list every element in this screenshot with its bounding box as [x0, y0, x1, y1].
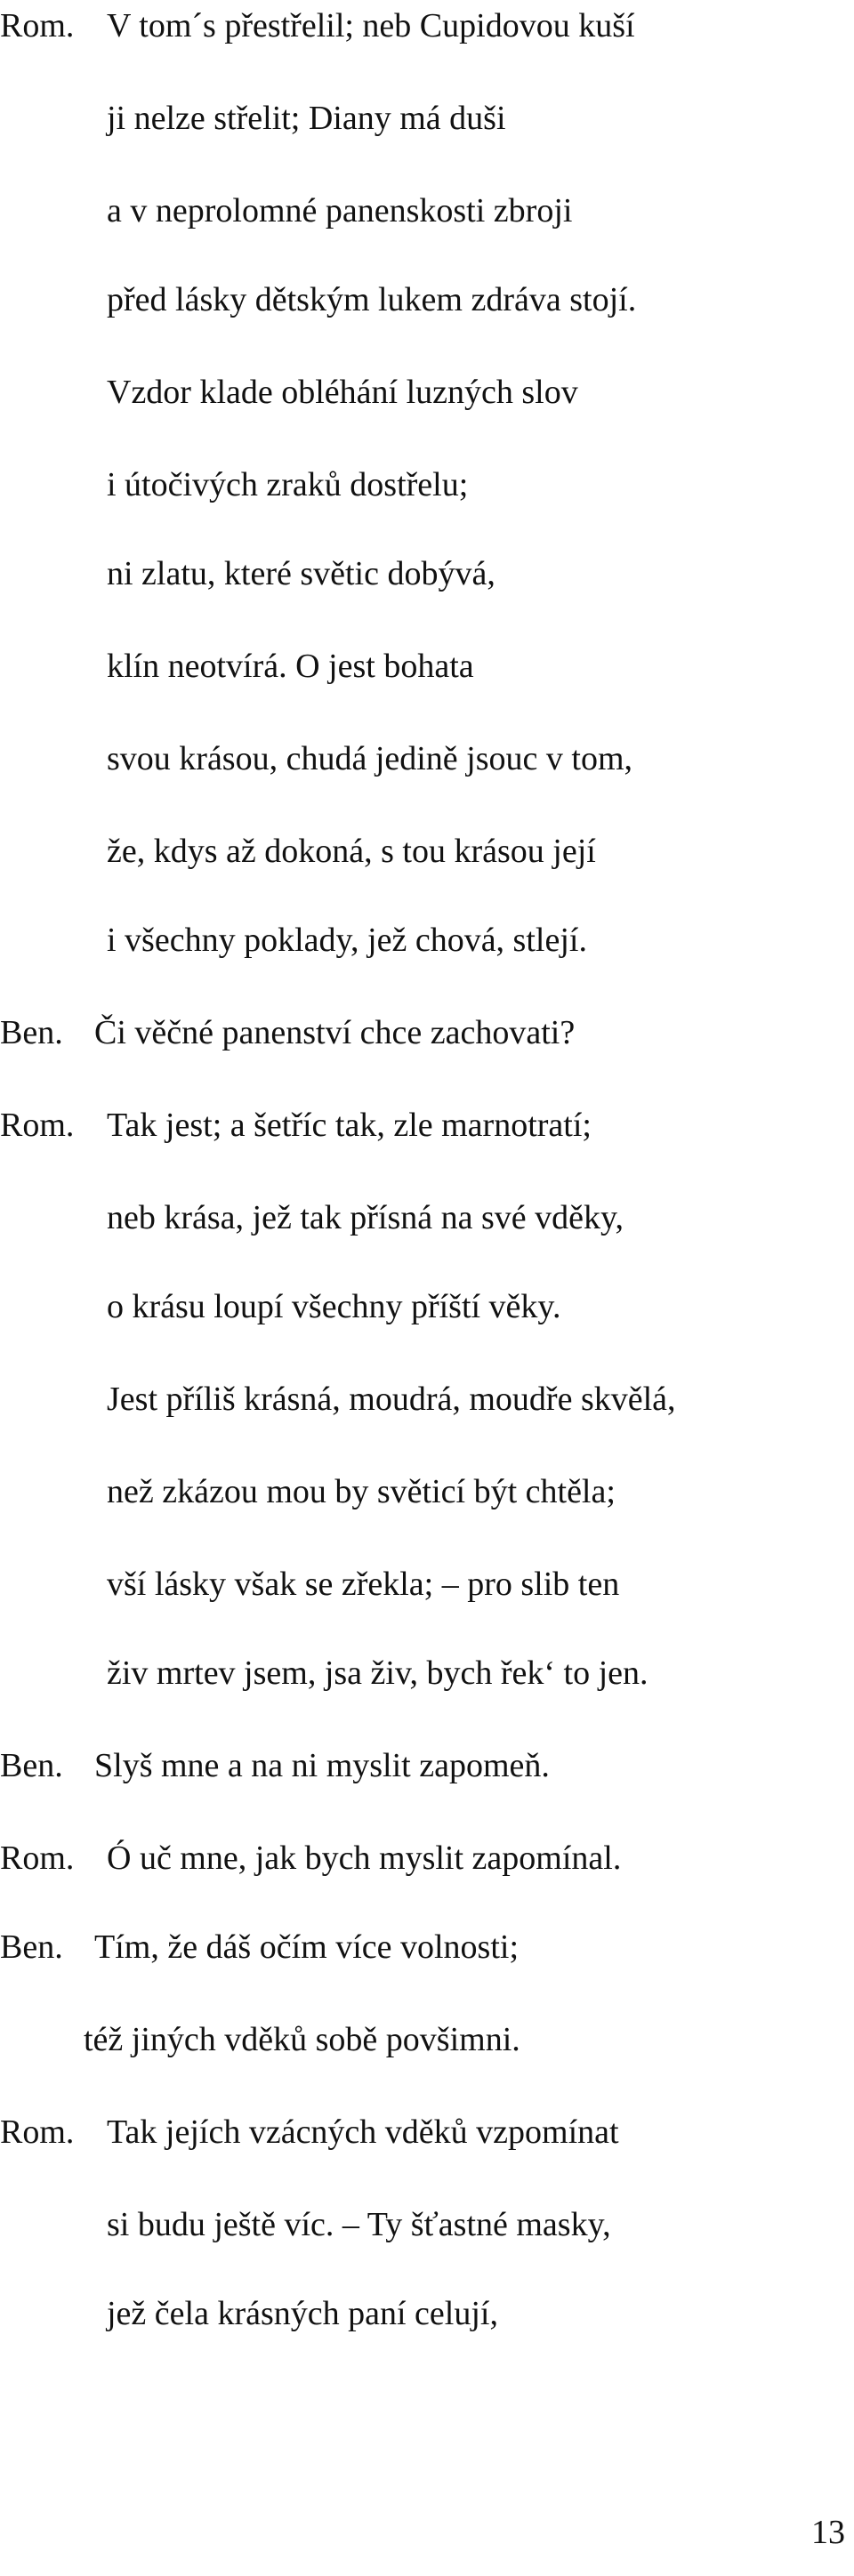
- verse-text: svou krásou, chudá jedině jsouc v tom,: [107, 740, 633, 777]
- verse-text: i všechny poklady, jež chová, stlejí.: [107, 922, 587, 959]
- verse-text: před lásky dětským lukem zdráva stojí.: [107, 281, 637, 318]
- verse-line: [0, 829, 854, 873]
- verse-line: [0, 1925, 854, 1969]
- speaker-label: Ben.: [0, 1928, 63, 1966]
- verse-text: živ mrtev jsem, jsa živ, bych řek‘ to jen.: [107, 1654, 649, 1692]
- verse-text: Tím, že dáš očím více volnosti;: [94, 1928, 520, 1966]
- verse-line: [0, 1195, 854, 1240]
- verse-text: jež čela krásných paní celují,: [107, 2295, 498, 2332]
- verse-line: [0, 2202, 854, 2247]
- verse-text: a v neprolomné panenskosti zbroji: [107, 192, 573, 229]
- verse-text: V tom´s přestřelil; neb Cupidovou kuší: [107, 7, 635, 44]
- verse-line: [0, 1836, 854, 1880]
- verse-line: [0, 1562, 854, 1606]
- speaker-label: Ben.: [0, 1747, 63, 1784]
- verse-text: Ó uč mne, jak bych myslit zapomínal.: [107, 1839, 622, 1877]
- speaker-label: Rom.: [0, 2113, 75, 2151]
- verse-line: [0, 1377, 854, 1421]
- verse-text: než zkázou mou by světicí být chtěla;: [107, 1473, 616, 1510]
- verse-line: [0, 4, 854, 48]
- verse-text: neb krása, jež tak přísná na své vděky,: [107, 1199, 624, 1236]
- verse-text: ni zlatu, které světic dobývá,: [107, 555, 495, 592]
- verse-text: Tak jejích vzácných vděků vzpomínat: [107, 2113, 619, 2151]
- verse-line: [0, 370, 854, 415]
- speaker-label: Rom.: [0, 1839, 75, 1877]
- verse-text: vší lásky však se zřekla; – pro slib ten: [107, 1566, 620, 1603]
- verse-line: [0, 1469, 854, 1514]
- verse-line: [0, 463, 854, 507]
- verse-line: [0, 1651, 854, 1695]
- verse-line: [0, 737, 854, 781]
- verse-line: [0, 96, 854, 141]
- page-number: 13: [811, 2514, 845, 2551]
- verse-text: Slyš mne a na ni myslit zapomeň.: [94, 1747, 550, 1784]
- verse-text: též jiných vděků sobě povšimni.: [84, 2021, 520, 2058]
- verse-line: [0, 644, 854, 688]
- verse-text: klín neotvírá. O jest bohata: [107, 648, 474, 685]
- verse-line: [0, 1743, 854, 1788]
- verse-text: si budu ještě víc. – Ty šťastné masky,: [107, 2206, 611, 2243]
- verse-text: Jest příliš krásná, moudrá, moudře skvělá,: [107, 1381, 676, 1418]
- verse-line: [0, 1010, 854, 1055]
- verse-text: že, kdys až dokoná, s tou krásou její: [107, 833, 596, 870]
- verse-line: [0, 1103, 854, 1147]
- verse-line: [0, 551, 854, 596]
- verse-text: ji nelze střelit; Diany má duši: [107, 100, 506, 137]
- speaker-label: Ben.: [0, 1014, 63, 1051]
- verse-line: [0, 2017, 854, 2062]
- verse-line: [0, 918, 854, 962]
- verse-line: [0, 2110, 854, 2154]
- verse-text: Vzdor klade obléhání luzných slov: [107, 374, 578, 411]
- verse-text: o krásu loupí všechny příští věky.: [107, 1288, 561, 1325]
- verse-text: Či věčné panenství chce zachovati?: [94, 1014, 576, 1051]
- speaker-label: Rom.: [0, 7, 75, 44]
- verse-text: i útočivých zraků dostřelu;: [107, 466, 469, 503]
- verse-line: [0, 1284, 854, 1329]
- verse-line: [0, 278, 854, 322]
- speaker-label: Rom.: [0, 1107, 75, 1144]
- verse-line: [0, 189, 854, 233]
- verse-text: Tak jest; a šetříc tak, zle marnotratí;: [107, 1107, 592, 1144]
- verse-line: [0, 2291, 854, 2336]
